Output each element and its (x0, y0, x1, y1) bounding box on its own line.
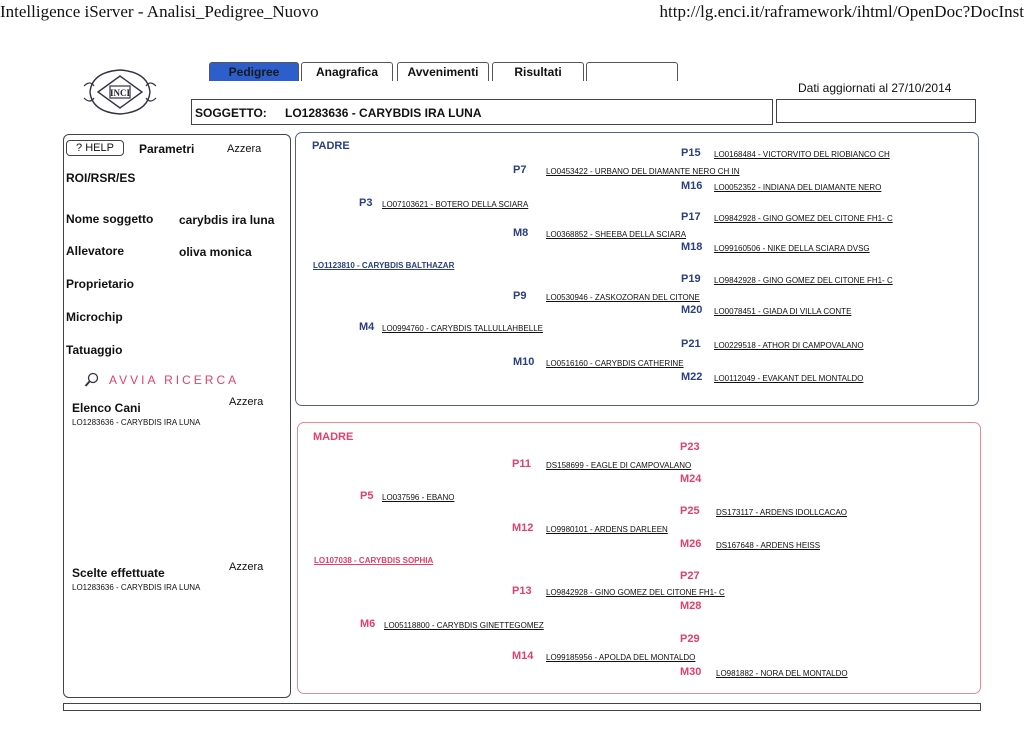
entry-P5[interactable]: LO037596 - EBANO (382, 493, 455, 502)
allevatore-field[interactable]: oliva monica (179, 245, 252, 259)
soggetto-value: LO1283636 - CARYBDIS IRA LUNA (285, 106, 482, 120)
page-url: http://lg.enci.it/raframework/ihtml/OpenDoc?DocInst (659, 2, 1024, 21)
label-M22: M22 (681, 371, 703, 383)
entry-M12[interactable]: LO9980101 - ARDENS DARLEEN (546, 525, 668, 534)
label-P9: P9 (513, 290, 527, 302)
label-M16: M16 (681, 180, 703, 192)
update-date: Dati aggiornati al 27/10/2014 (798, 81, 952, 95)
aux-field (776, 99, 976, 123)
label-P27: P27 (680, 570, 700, 582)
label-M20: M20 (681, 304, 703, 316)
madre-root-link[interactable]: LO107038 - CARYBDIS SOPHIA (314, 556, 434, 565)
entry-M16[interactable]: LO0052352 - INDIANA DEL DIAMANTE NERO (714, 183, 882, 192)
help-icon: ? (76, 142, 83, 154)
label-M24: M24 (680, 473, 702, 485)
label-P11: P11 (512, 458, 531, 470)
entry-P15[interactable]: LO0168484 - VICTORVITO DEL RIOBIANCO CH (714, 150, 890, 159)
entry-P11[interactable]: DS158699 - EAGLE DI CAMPOVALANO (546, 461, 692, 470)
entry-P3[interactable]: LO07103621 - BOTERO DELLA SCIARA (382, 200, 529, 209)
entry-P19[interactable]: LO9842928 - GINO GOMEZ DEL CITONE FH1- C (714, 276, 893, 285)
label-M28: M28 (680, 600, 702, 612)
label-P7: P7 (513, 164, 527, 176)
label-P3: P3 (359, 197, 373, 209)
entry-M22[interactable]: LO0112049 - EVAKANT DEL MONTALDO (714, 374, 864, 383)
padre-root-link[interactable]: LO1123810 - CARYBDIS BALTHAZAR (313, 261, 455, 270)
help-button[interactable] (66, 140, 124, 156)
entry-M10[interactable]: LO0516160 - CARYBDIS CATHERINE (546, 359, 684, 368)
entry-P17[interactable]: LO9842928 - GINO GOMEZ DEL CITONE FH1- C (714, 214, 893, 223)
svg-text:INCI: INCI (109, 88, 131, 98)
entry-M30[interactable]: LO981882 - NORA DEL MONTALDO (716, 669, 848, 678)
label-P5: P5 (360, 490, 374, 502)
entry-P25[interactable]: DS173117 - ARDENS IDOLLCACAO (716, 508, 848, 517)
tab-empty[interactable] (586, 62, 678, 81)
parametri-label: Parametri (139, 142, 195, 156)
azzera-scelte-link[interactable]: Azzera (229, 561, 264, 573)
label-P21: P21 (681, 338, 701, 350)
tab-avvenimenti[interactable]: Avvenimenti (397, 62, 489, 81)
help-label: HELP (85, 142, 114, 154)
entry-M14[interactable]: LO99185956 - APOLDA DEL MONTALDO (546, 653, 696, 662)
entry-M20[interactable]: LO0078451 - GIADA DI VILLA CONTE (714, 307, 852, 316)
azzera-params-link[interactable]: Azzera (227, 143, 262, 155)
elenco-cani-item[interactable]: LO1283636 - CARYBDIS IRA LUNA (72, 418, 201, 427)
entry-M18[interactable]: LO99160506 - NIKE DELLA SCIARA DVSG (714, 244, 870, 253)
azzera-elenco-link[interactable]: Azzera (229, 396, 264, 408)
label-P29: P29 (680, 633, 700, 645)
entry-M8[interactable]: LO0368852 - SHEEBA DELLA SCIARA (546, 230, 687, 239)
label-M30: M30 (680, 666, 702, 678)
label-M12: M12 (512, 522, 534, 534)
entry-P21[interactable]: LO0229518 - ATHOR DI CAMPOVALANO (714, 341, 864, 350)
bottom-scrollbar[interactable] (63, 703, 981, 711)
entry-M6[interactable]: LO05118800 - CARYBDIS GINETTEGOMEZ (384, 621, 544, 630)
label-M4: M4 (359, 321, 375, 333)
label-P15: P15 (681, 147, 701, 159)
tab-pedigree[interactable]: Pedigree (209, 62, 299, 81)
label-M10: M10 (513, 356, 535, 368)
tab-risultati[interactable]: Risultati (492, 62, 584, 81)
label-P19: P19 (681, 273, 701, 285)
entry-M26[interactable]: DS167648 - ARDENS HEISS (716, 541, 821, 550)
avvia-ricerca-button[interactable]: AVVIA RICERCA (109, 373, 240, 387)
label-P25: P25 (680, 505, 700, 517)
label-M8: M8 (513, 227, 529, 239)
tab-anagrafica[interactable]: Anagrafica (301, 62, 393, 81)
label-M6: M6 (360, 618, 376, 630)
scelte-item[interactable]: LO1283636 - CARYBDIS IRA LUNA (72, 583, 201, 592)
label-M18: M18 (681, 241, 703, 253)
elenco-cani-label: Elenco Cani (72, 401, 141, 415)
search-icon[interactable] (84, 372, 100, 388)
soggetto-box (191, 99, 773, 125)
nome-soggetto-label: Nome soggetto (66, 212, 154, 226)
tatuaggio-label: Tatuaggio (66, 343, 123, 357)
label-M14: M14 (512, 650, 534, 662)
proprietario-label: Proprietario (66, 277, 135, 291)
nome-soggetto-field[interactable]: carybdis ira luna (179, 213, 275, 227)
padre-title: PADRE (312, 140, 350, 152)
label-P13: P13 (512, 585, 532, 597)
window-title: Intelligence iServer - Analisi_Pedigree_Nuovo (0, 2, 319, 21)
entry-M4[interactable]: LO0994760 - CARYBDIS TALLULLAHBELLE (382, 324, 543, 333)
label-P23: P23 (680, 441, 700, 453)
label-M26: M26 (680, 538, 702, 550)
label-P17: P17 (681, 211, 701, 223)
entry-P7[interactable]: LO0453422 - URBANO DEL DIAMANTE NERO CH IN (546, 167, 740, 176)
soggetto-label: SOGGETTO: (195, 106, 267, 120)
entry-P9[interactable]: LO0530946 - ZASKOZORAN DEL CITONE (546, 293, 700, 302)
roi-label: ROI/RSR/ES (66, 171, 136, 185)
allevatore-label: Allevatore (66, 244, 125, 258)
microchip-label: Microchip (66, 310, 123, 324)
madre-title: MADRE (313, 431, 354, 443)
entry-P13[interactable]: LO9842928 - GINO GOMEZ DEL CITONE FH1- C (546, 588, 725, 597)
enci-logo (80, 64, 160, 120)
scelte-label: Scelte effettuate (72, 566, 165, 580)
